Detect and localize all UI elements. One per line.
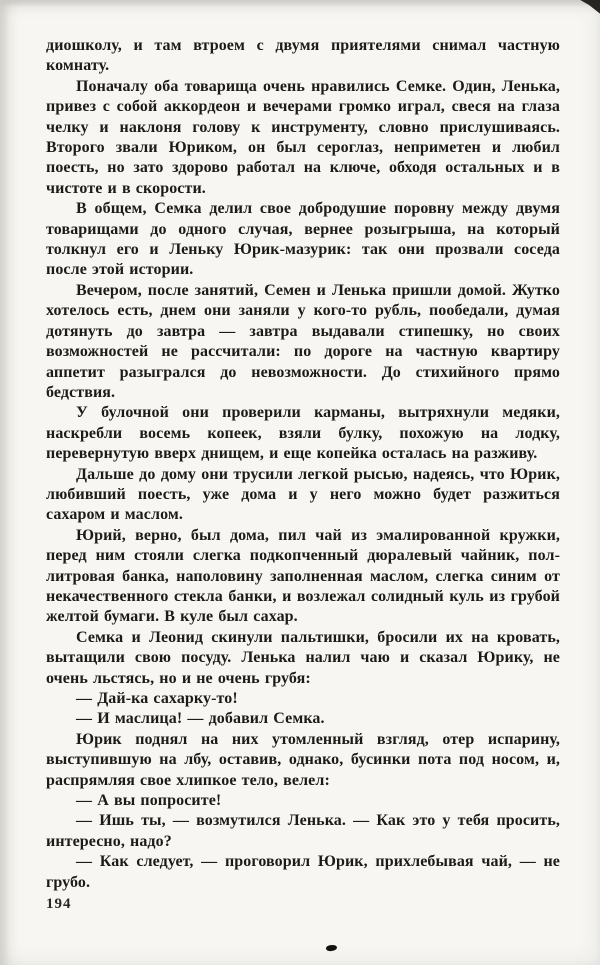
paragraph: диошколу, и там втроем с двумя приятелями снимал частную комнату. — [46, 37, 560, 75]
page-text — [46, 36, 560, 893]
paragraph: Вечером, после занятий, Семен и Ленька пришли домой. Жутко хотелось есть, днем они заняли у кого-то рубль, пообедали, думая дотянуть до завтра — завтра выдавали стипешку, но своих возможностей не рассчитали: по дороге на частную квартиру аппетит разыгрался до невозможности. До стихийного прямо бедствия. — [46, 281, 560, 401]
paragraph: — Ишь ты, — возмутился Ленька. — Как это у тебя просить, интересно, надо? — [46, 812, 560, 850]
paragraph: Дальше до дому они трусили легкой рысью, надеясь, что Юрик, любивший поесть, уже дома и у него можно будет разжиться сахаром и маслом. — [46, 465, 560, 524]
page-number: 194 — [46, 896, 72, 912]
paragraph: Семка и Леонид скинули пальтишки, бросили их на кровать, вытащили свою посуду. Ленька налил чаю и сказал Юрику, не очень льстясь, но и не очень грубя: — [46, 628, 560, 687]
scan-spot-artifact — [326, 944, 338, 951]
paragraph: Юрик поднял на них утомленный взгляд, отер испарину, выступившую на лбу, оставив, однако, бусинки пота под носом, и, распрямляя свое хлипкое тело, велел: — [46, 730, 560, 789]
paragraph: — Как следует, — проговорил Юрик, прихлебывая чай, — не грубо. — [46, 853, 560, 891]
scan-edge-top — [0, 0, 600, 7]
paragraph: Юрий, верно, был дома, пил чай из эмалированной кружки, перед ним стояли слегка подкопченный дюралевый чайник, пол-литровая банка, наполовину заполненная маслом, слегка синим от некачественного стекла банки, и возлежал солидный куль из грубой желтой бумаги. В куле был сахар. — [46, 526, 560, 626]
paragraph: У булочной они проверили карманы, вытряхнули медяки, наскребли восемь копеек, взяли булку, похожую на лодку, перевернутую вверх днищем, и еще копейка осталась на разживу. — [46, 404, 560, 463]
scan-edge-left — [0, 0, 9, 965]
paragraph: — И маслица! — добавил Семка. — [76, 710, 325, 728]
paragraph: В общем, Семка делил свое добродушие поровну между двумя товарищами до одного случая, вернее розыгрыша, на который толкнул его и Леньку Юрик-мазурик: так они прозвали соседа после этой истории. — [46, 200, 560, 279]
paragraph: — А вы попросите! — [76, 792, 222, 810]
paragraph: — Дай-ка сахарку-то! — [76, 690, 238, 707]
paragraph: Поначалу оба товарища очень нравились Семке. Один, Ленька, привез с собой аккордеон и вечерами громко играл, свеся на глаза челку и наклоня голову к инструменту, словно прислушиваясь. Второго звали Юриком, он был сероглаз, неприметен и любил поесть, но зато здорово работал на ключе, обходя остальных и в чистоте и в скорости. — [46, 77, 560, 197]
